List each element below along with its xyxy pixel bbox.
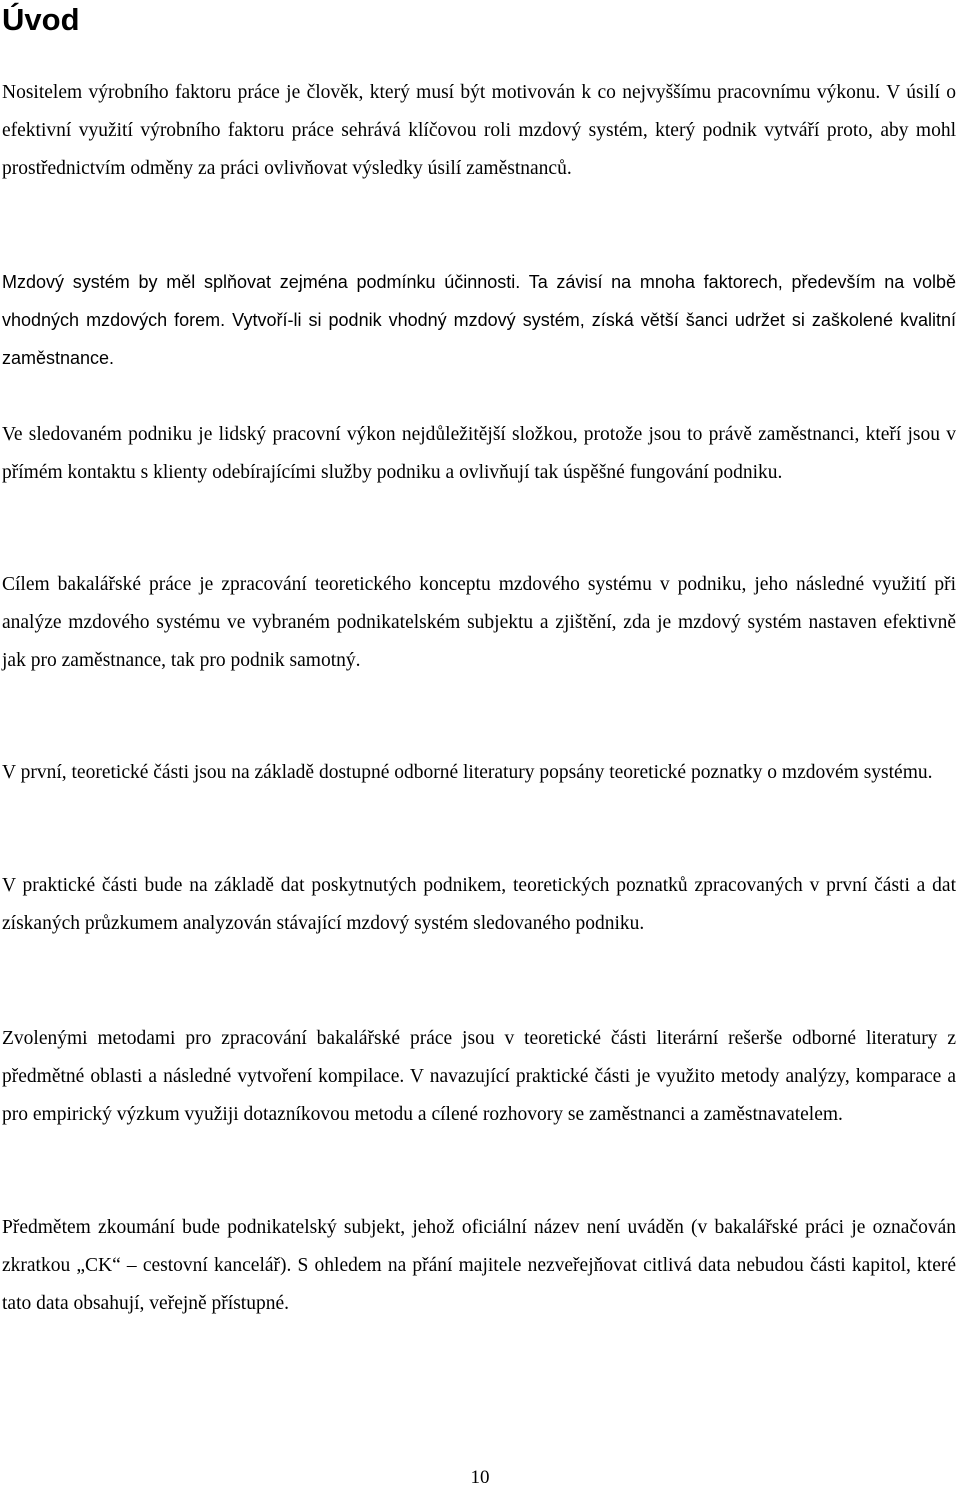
paragraph-theory: V první, teoretické části jsou na základě dostupné odborné literatury popsány teoretické poznatky o mzdovém systému. [2, 762, 933, 783]
paragraph-practice: V praktické části bude na základě dat poskytnutých podnikem, teoretických poznatků zpracovaných v první části a dat získaných průzkumem analyzován stávající mzdový systém sledovaného podniku. [2, 875, 956, 934]
page-title: Úvod [2, 2, 80, 37]
paragraph-subject: Předmětem zkoumání bude podnikatelský subjekt, jehož oficiální název není uváděn (v bakalářské práci je označován zkratkou „CK“ – cestovní kancelář). S ohledem na přání majitele nezveřejňovat citlivá data nebudou části kapitol, které tato data obsahují, veřejně přístupné. [2, 1217, 956, 1314]
paragraph-company: Ve sledovaném podniku je lidský pracovní výkon nejdůležitější složkou, protože jsou to právě zaměstnanci, kteří jsou v přímém kontaktu s klienty odebírajícími služby podniku a ovlivňují tak úspěšné fungování podniku. [2, 424, 956, 483]
paragraph-goal: Cílem bakalářské práce je zpracování teoretického konceptu mzdového systému v podniku, jeho následné využití při analýze mzdového systému ve vybraném podnikatelském subjektu a zjištění, zda je mzdový systém nastaven efektivně jak pro zaměstnance, tak pro podnik samotný. [2, 574, 956, 671]
paragraph-wage-system: Mzdový systém by měl splňovat zejména podmínku účinnosti. Ta závisí na mnoha faktorech, především na volbě vhodných mzdových forem. Vytvoří-li si podnik vhodný mzdový systém, získá větší šanci udržet si zaškolené kvalitní zaměstnance. [2, 272, 956, 368]
paragraph-methods: Zvolenými metodami pro zpracování bakalářské práce jsou v teoretické části literární rešerše odborné literatury z předmětné oblasti a následné vytvoření kompilace. V navazující praktické části je využito metody analýzy, komparace a pro empirický výzkum využiji dotazníkovou metodu a cílené rozhovory se zaměstnanci a zaměstnavatelem. [2, 1028, 956, 1125]
page-number: 10 [470, 1467, 490, 1488]
paragraph-intro: Nositelem výrobního faktoru práce je člověk, který musí být motivován k co nejvyššímu pracovnímu výkonu. V úsilí o efektivní využití výrobního faktoru práce sehrává klíčovou roli mzdový systém, který podnik vytváří proto, aby mohl prostřednictvím odměny za práci ovlivňovat výsledky úsilí zaměstnanců. [2, 82, 956, 179]
